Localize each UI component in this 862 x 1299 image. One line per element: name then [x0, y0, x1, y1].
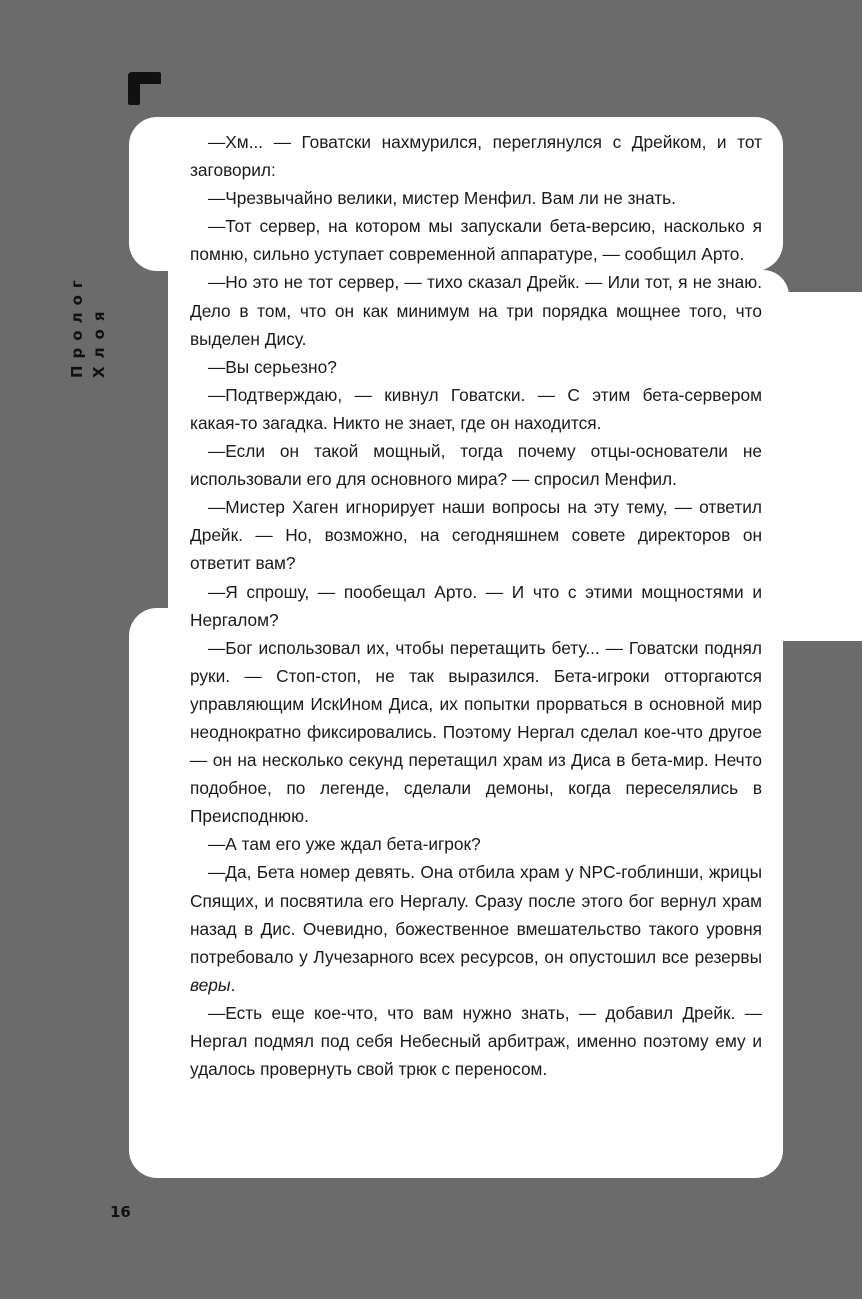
chapter-label: Пролог	[68, 273, 86, 378]
paragraph: —А там его уже ждал бета-игрок?	[208, 834, 481, 855]
paragraph: —Подтверждаю, — кивнул Говатски. — С этим бета-сервером какая-то загадка. Никто не знает, где он находится.	[190, 384, 762, 433]
paragraph-text: —Да, Бета номер девять. Она отбила храм у NPC-гоблинши, жрицы Спящих, и посвятила его Нергалу. Сразу после этого бог вернул храм назад в Дис. Очевидно, божественное вмешательство такого уровня потребовало у Лучезарного всех ресурсов, он опустошил все резервы	[190, 862, 762, 967]
paragraph: —Тот сервер, на котором мы запускали бета-версию, насколько я помню, сильно уступает современной аппаратуре, — сообщил Арто.	[190, 216, 762, 265]
paragraph: —Но это не тот сервер, — тихо сказал Дрейк. — Или тот, я не знаю. Дело в том, что он как минимум на три порядка мощнее того, что выделен Дису.	[190, 272, 762, 349]
italic-word: веры	[190, 974, 231, 995]
running-header	[66, 273, 110, 378]
paragraph: —Если он такой мощный, тогда почему отцы-основатели не использовали его для основного мира? — спросил Менфил.	[190, 441, 762, 490]
paragraph: —Хм... — Говатски нахмурился, переглянулся с Дрейком, и тот заговорил:	[190, 132, 762, 181]
paragraph: —Мистер Хаген игнорирует наши вопросы на эту тему, — ответил Дрейк. — Но, возможно, на сегодняшнем совете директоров он ответит вам?	[190, 497, 762, 574]
paragraph: —Бог использовал их, чтобы перетащить бету... — Говатски поднял руки. — Стоп-стоп, не так выразился. Бета-игроки отторгаются управляющим ИскИном Диса, их попытки прорваться в основной мир неоднократно фиксировались. Поэтому Нергал сделал кое-что другое — он на несколько секунд перетащил храм из Диса в бета-мир. Нечто подобное, по легенде, сделали демоны, когда переселялись в Преисподнюю.	[190, 637, 762, 827]
paragraph-text-end: .	[230, 974, 236, 995]
paragraph: —Чрезвычайно велики, мистер Менфил. Вам ли не знать.	[208, 188, 676, 209]
body-text	[190, 128, 762, 1083]
page-number: 16	[110, 1203, 131, 1221]
paragraph: —Вы серьезно?	[208, 356, 337, 377]
character-label: Хлоя	[90, 303, 108, 378]
paragraph-last: —Есть еще кое-что, что вам нужно знать, — добавил Дрейк. — Нергал подмял под себя Небесный арбитраж, именно поэтому ему и удалось провернуть свой трюк с переносом.	[190, 1002, 762, 1080]
corner-bracket-icon	[128, 72, 161, 105]
paragraph-faith	[190, 858, 762, 998]
paragraph: —Я спрошу, — пообещал Арто. — И что с этими мощностями и Нергалом?	[190, 581, 762, 630]
